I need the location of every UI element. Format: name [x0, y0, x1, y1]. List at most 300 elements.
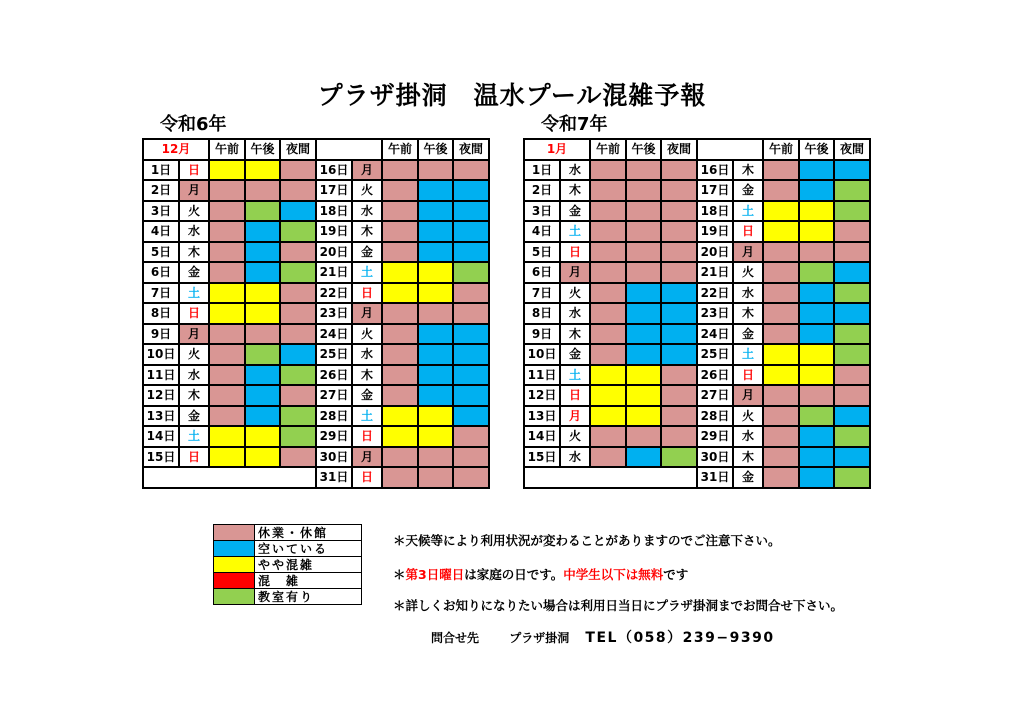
- weekday-cell: 土: [560, 365, 590, 386]
- legend-label: 休業・休館: [255, 525, 362, 541]
- day-cell: 3日: [143, 201, 179, 222]
- weekday-cell: 木: [733, 303, 763, 324]
- page-title: プラザ掛洞 温水プール混雑予報: [317, 81, 707, 110]
- status-night: [453, 324, 489, 345]
- status-night: [453, 447, 489, 468]
- weekday-cell: 水: [560, 447, 590, 468]
- day-cell: 28日: [697, 406, 733, 427]
- legend: [213, 524, 362, 605]
- weekday-cell: 日: [560, 385, 590, 406]
- weekday-cell: 水: [179, 221, 209, 242]
- status-am: [382, 262, 418, 283]
- status-night: [453, 160, 489, 181]
- status-am: [763, 201, 799, 222]
- status-am: [590, 201, 626, 222]
- weekday-cell: 木: [560, 324, 590, 345]
- status-am: [590, 160, 626, 181]
- status-night: [661, 201, 697, 222]
- status-am: [590, 324, 626, 345]
- era-left: 令和6年: [160, 114, 227, 135]
- status-am: [209, 303, 245, 324]
- status-pm: [626, 406, 661, 427]
- status-night: [834, 426, 870, 447]
- day-cell: 15日: [143, 447, 179, 468]
- contact-label: 問合せ先: [431, 631, 480, 645]
- weekday-cell: 月: [179, 180, 209, 201]
- status-pm: [799, 406, 834, 427]
- status-am: [209, 344, 245, 365]
- status-am: [382, 160, 418, 181]
- weekday-cell: 月: [733, 385, 763, 406]
- status-pm: [245, 324, 280, 345]
- status-am: [763, 180, 799, 201]
- day-cell: 6日: [524, 262, 560, 283]
- status-pm: [418, 303, 453, 324]
- note2-suffix: です: [663, 567, 689, 582]
- day-cell: 17日: [697, 180, 733, 201]
- status-night: [280, 283, 316, 304]
- status-am: [382, 201, 418, 222]
- day-cell: 31日: [697, 467, 733, 488]
- note-family-day: [393, 565, 688, 583]
- note2-red1: 第3日曜日: [405, 567, 465, 582]
- status-night: [661, 221, 697, 242]
- status-am: [209, 221, 245, 242]
- legend-swatch: [214, 589, 255, 605]
- weekday-cell: 金: [560, 344, 590, 365]
- month-label: 12月: [143, 139, 209, 160]
- weekday-cell: 金: [352, 242, 382, 263]
- status-night: [280, 447, 316, 468]
- contact-tel: TEL（058）239−9390: [585, 630, 775, 646]
- status-night: [280, 344, 316, 365]
- status-night: [834, 160, 870, 181]
- status-pm: [626, 447, 661, 468]
- status-pm: [799, 262, 834, 283]
- day-cell: 24日: [316, 324, 352, 345]
- status-night: [661, 406, 697, 427]
- day-cell: 12日: [143, 385, 179, 406]
- status-pm: [245, 221, 280, 242]
- status-night: [661, 344, 697, 365]
- header-blank: [316, 139, 382, 160]
- day-cell: 29日: [316, 426, 352, 447]
- header-pm: 午後: [418, 139, 453, 160]
- day-cell: 14日: [524, 426, 560, 447]
- status-am: [763, 283, 799, 304]
- weekday-cell: 日: [179, 303, 209, 324]
- status-pm: [626, 180, 661, 201]
- day-cell: 30日: [697, 447, 733, 468]
- status-pm: [799, 344, 834, 365]
- status-am: [590, 385, 626, 406]
- day-cell: 8日: [143, 303, 179, 324]
- status-pm: [245, 426, 280, 447]
- weekday-cell: 木: [733, 447, 763, 468]
- status-am: [763, 447, 799, 468]
- day-cell: 26日: [316, 365, 352, 386]
- weekday-cell: 日: [352, 426, 382, 447]
- header-night: 夜間: [661, 139, 697, 160]
- weekday-cell: 木: [560, 180, 590, 201]
- day-cell: 4日: [524, 221, 560, 242]
- status-pm: [418, 262, 453, 283]
- empty-cell: [143, 467, 316, 488]
- day-cell: 22日: [316, 283, 352, 304]
- status-pm: [418, 221, 453, 242]
- status-pm: [799, 467, 834, 488]
- month-label: 1月: [524, 139, 590, 160]
- weekday-cell: 月: [560, 262, 590, 283]
- weekday-cell: 水: [560, 303, 590, 324]
- weekday-cell: 日: [352, 283, 382, 304]
- weekday-cell: 月: [733, 242, 763, 263]
- header-pm: 午後: [245, 139, 280, 160]
- status-pm: [626, 201, 661, 222]
- status-am: [382, 303, 418, 324]
- weekday-cell: 火: [179, 201, 209, 222]
- day-cell: 18日: [697, 201, 733, 222]
- status-pm: [245, 160, 280, 181]
- status-night: [834, 283, 870, 304]
- status-pm: [799, 426, 834, 447]
- status-night: [834, 324, 870, 345]
- header-pm: 午後: [799, 139, 834, 160]
- day-cell: 31日: [316, 467, 352, 488]
- day-cell: 19日: [316, 221, 352, 242]
- weekday-cell: 日: [560, 242, 590, 263]
- status-am: [382, 242, 418, 263]
- day-cell: 24日: [697, 324, 733, 345]
- day-cell: 13日: [524, 406, 560, 427]
- day-cell: 10日: [524, 344, 560, 365]
- status-night: [280, 160, 316, 181]
- status-am: [590, 221, 626, 242]
- day-cell: 23日: [697, 303, 733, 324]
- status-night: [834, 365, 870, 386]
- status-am: [763, 344, 799, 365]
- weekday-cell: 日: [733, 221, 763, 242]
- status-night: [834, 242, 870, 263]
- status-am: [209, 406, 245, 427]
- status-pm: [418, 160, 453, 181]
- status-night: [834, 303, 870, 324]
- status-pm: [418, 467, 453, 488]
- weekday-cell: 日: [179, 160, 209, 181]
- legend-label: 混 雑: [255, 573, 362, 589]
- status-pm: [799, 242, 834, 263]
- status-night: [280, 303, 316, 324]
- status-night: [453, 426, 489, 447]
- weekday-cell: 金: [560, 201, 590, 222]
- status-pm: [799, 201, 834, 222]
- weekday-cell: 月: [352, 447, 382, 468]
- day-cell: 20日: [316, 242, 352, 263]
- status-am: [763, 467, 799, 488]
- contact-name: プラザ掛洞: [509, 631, 570, 645]
- weekday-cell: 火: [560, 283, 590, 304]
- weekday-cell: 金: [352, 385, 382, 406]
- status-am: [382, 385, 418, 406]
- header-blank: [697, 139, 763, 160]
- status-night: [661, 324, 697, 345]
- day-cell: 9日: [524, 324, 560, 345]
- status-am: [590, 406, 626, 427]
- weekday-cell: 木: [352, 221, 382, 242]
- status-night: [834, 180, 870, 201]
- day-cell: 26日: [697, 365, 733, 386]
- status-night: [280, 242, 316, 263]
- status-am: [590, 365, 626, 386]
- status-am: [382, 467, 418, 488]
- day-cell: 11日: [143, 365, 179, 386]
- status-am: [763, 303, 799, 324]
- status-am: [763, 221, 799, 242]
- header-pm: 午後: [626, 139, 661, 160]
- status-am: [209, 201, 245, 222]
- status-pm: [245, 242, 280, 263]
- status-pm: [418, 406, 453, 427]
- contact-info: [431, 627, 801, 647]
- weekday-cell: 水: [733, 283, 763, 304]
- weekday-cell: 水: [560, 160, 590, 181]
- status-night: [661, 160, 697, 181]
- weekday-cell: 月: [352, 160, 382, 181]
- status-night: [834, 406, 870, 427]
- note2-red2: 中学生以下は無料: [563, 567, 664, 582]
- status-night: [453, 303, 489, 324]
- status-am: [590, 262, 626, 283]
- day-cell: 22日: [697, 283, 733, 304]
- empty-cell: [524, 467, 697, 488]
- status-night: [453, 365, 489, 386]
- status-am: [763, 406, 799, 427]
- status-pm: [245, 344, 280, 365]
- weekday-cell: 月: [179, 324, 209, 345]
- weekday-cell: 木: [733, 160, 763, 181]
- weekday-cell: 土: [352, 262, 382, 283]
- status-am: [763, 426, 799, 447]
- status-night: [280, 221, 316, 242]
- day-cell: 6日: [143, 262, 179, 283]
- status-night: [661, 365, 697, 386]
- status-pm: [245, 406, 280, 427]
- day-cell: 3日: [524, 201, 560, 222]
- day-cell: 18日: [316, 201, 352, 222]
- weekday-cell: 火: [733, 262, 763, 283]
- status-pm: [626, 385, 661, 406]
- day-cell: 25日: [316, 344, 352, 365]
- day-cell: 16日: [697, 160, 733, 181]
- status-pm: [799, 221, 834, 242]
- day-cell: 11日: [524, 365, 560, 386]
- status-pm: [626, 365, 661, 386]
- day-cell: 30日: [316, 447, 352, 468]
- day-cell: 25日: [697, 344, 733, 365]
- status-pm: [799, 447, 834, 468]
- day-cell: 27日: [316, 385, 352, 406]
- status-pm: [245, 385, 280, 406]
- status-am: [209, 242, 245, 263]
- status-am: [209, 262, 245, 283]
- status-pm: [799, 385, 834, 406]
- day-cell: 19日: [697, 221, 733, 242]
- legend-swatch: [214, 573, 255, 589]
- status-am: [590, 447, 626, 468]
- status-am: [763, 242, 799, 263]
- note-weather: ＊天候等により利用状況が変わることがありますのでご注意下さい。: [393, 533, 781, 548]
- status-night: [280, 426, 316, 447]
- day-cell: 13日: [143, 406, 179, 427]
- status-pm: [418, 324, 453, 345]
- status-am: [382, 180, 418, 201]
- weekday-cell: 土: [733, 344, 763, 365]
- status-pm: [245, 365, 280, 386]
- legend-swatch: [214, 541, 255, 557]
- status-pm: [245, 447, 280, 468]
- calendar-december: [142, 138, 490, 489]
- weekday-cell: 金: [733, 324, 763, 345]
- weekday-cell: 土: [352, 406, 382, 427]
- day-cell: 8日: [524, 303, 560, 324]
- day-cell: 27日: [697, 385, 733, 406]
- weekday-cell: 水: [352, 344, 382, 365]
- status-pm: [418, 385, 453, 406]
- calendar-january: [523, 138, 871, 489]
- status-pm: [245, 180, 280, 201]
- weekday-cell: 日: [179, 447, 209, 468]
- day-cell: 12日: [524, 385, 560, 406]
- day-cell: 15日: [524, 447, 560, 468]
- legend-label: 空いている: [255, 541, 362, 557]
- header-night: 夜間: [453, 139, 489, 160]
- day-cell: 21日: [697, 262, 733, 283]
- weekday-cell: 日: [733, 365, 763, 386]
- status-pm: [626, 242, 661, 263]
- status-night: [453, 385, 489, 406]
- day-cell: 28日: [316, 406, 352, 427]
- weekday-cell: 月: [560, 406, 590, 427]
- weekday-cell: 土: [560, 221, 590, 242]
- weekday-cell: 火: [352, 324, 382, 345]
- weekday-cell: 木: [179, 242, 209, 263]
- status-pm: [626, 221, 661, 242]
- header-am: 午前: [209, 139, 245, 160]
- status-night: [834, 344, 870, 365]
- status-night: [453, 262, 489, 283]
- status-pm: [418, 344, 453, 365]
- weekday-cell: 月: [352, 303, 382, 324]
- status-night: [661, 180, 697, 201]
- status-am: [209, 324, 245, 345]
- day-cell: 14日: [143, 426, 179, 447]
- header-night: 夜間: [280, 139, 316, 160]
- day-cell: 20日: [697, 242, 733, 263]
- day-cell: 1日: [143, 160, 179, 181]
- status-pm: [245, 262, 280, 283]
- status-night: [661, 447, 697, 468]
- status-am: [763, 262, 799, 283]
- status-pm: [626, 262, 661, 283]
- status-am: [209, 447, 245, 468]
- status-night: [280, 385, 316, 406]
- status-am: [209, 283, 245, 304]
- status-night: [453, 242, 489, 263]
- status-am: [382, 283, 418, 304]
- status-am: [590, 426, 626, 447]
- status-pm: [799, 160, 834, 181]
- status-am: [209, 385, 245, 406]
- day-cell: 1日: [524, 160, 560, 181]
- status-pm: [626, 303, 661, 324]
- day-cell: 7日: [143, 283, 179, 304]
- status-am: [590, 344, 626, 365]
- weekday-cell: 金: [733, 467, 763, 488]
- day-cell: 29日: [697, 426, 733, 447]
- legend-swatch: [214, 557, 255, 573]
- header-am: 午前: [590, 139, 626, 160]
- weekday-cell: 水: [733, 426, 763, 447]
- status-pm: [418, 365, 453, 386]
- status-am: [382, 365, 418, 386]
- status-pm: [799, 283, 834, 304]
- day-cell: 7日: [524, 283, 560, 304]
- status-night: [661, 303, 697, 324]
- status-night: [280, 180, 316, 201]
- status-am: [382, 221, 418, 242]
- status-night: [834, 385, 870, 406]
- status-night: [280, 262, 316, 283]
- status-am: [590, 283, 626, 304]
- status-night: [661, 283, 697, 304]
- status-pm: [626, 344, 661, 365]
- weekday-cell: 金: [179, 262, 209, 283]
- header-night: 夜間: [834, 139, 870, 160]
- status-night: [834, 262, 870, 283]
- day-cell: 2日: [143, 180, 179, 201]
- status-pm: [799, 365, 834, 386]
- legend-label: やや混雑: [255, 557, 362, 573]
- status-am: [382, 406, 418, 427]
- day-cell: 9日: [143, 324, 179, 345]
- status-pm: [626, 324, 661, 345]
- status-pm: [799, 180, 834, 201]
- status-night: [661, 262, 697, 283]
- weekday-cell: 日: [352, 467, 382, 488]
- status-night: [834, 201, 870, 222]
- day-cell: 2日: [524, 180, 560, 201]
- status-am: [763, 324, 799, 345]
- status-pm: [626, 426, 661, 447]
- status-pm: [626, 160, 661, 181]
- weekday-cell: 土: [733, 201, 763, 222]
- era-right: 令和7年: [541, 114, 608, 135]
- weekday-cell: 火: [352, 180, 382, 201]
- weekday-cell: 金: [179, 406, 209, 427]
- status-pm: [418, 283, 453, 304]
- note-inquiry: ＊詳しくお知りになりたい場合は利用日当日にプラザ掛洞までお問合せ下さい。: [393, 598, 844, 613]
- status-night: [453, 201, 489, 222]
- day-cell: 4日: [143, 221, 179, 242]
- status-night: [453, 344, 489, 365]
- weekday-cell: 水: [179, 365, 209, 386]
- status-night: [280, 406, 316, 427]
- note2-prefix: ＊: [393, 567, 406, 582]
- status-night: [661, 242, 697, 263]
- legend-swatch: [214, 525, 255, 541]
- status-night: [834, 221, 870, 242]
- day-cell: 5日: [143, 242, 179, 263]
